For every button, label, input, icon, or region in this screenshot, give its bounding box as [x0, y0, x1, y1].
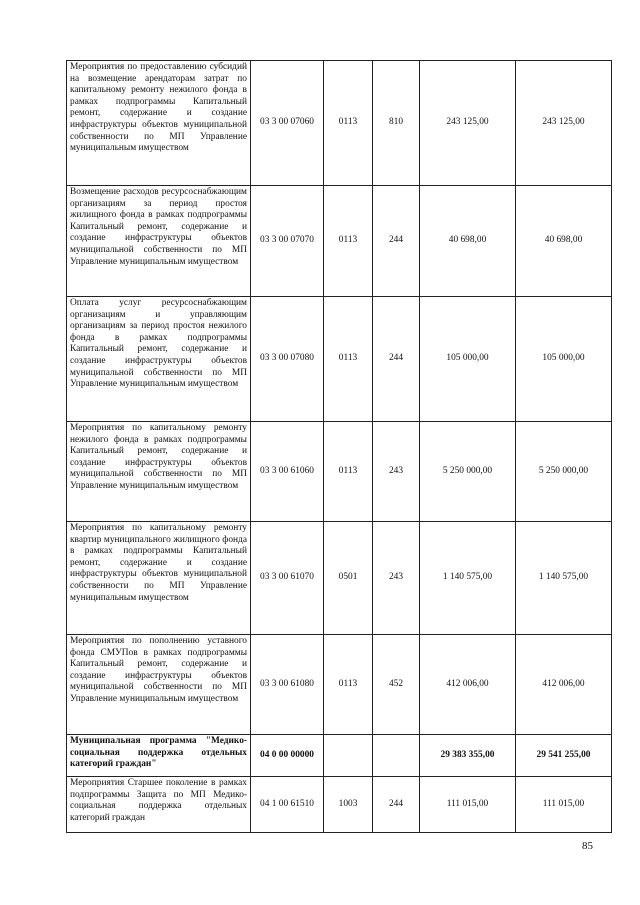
csr-code-cell: 03 3 00 07060 [251, 61, 324, 186]
page-number: 85 [582, 840, 593, 852]
amount-year1-cell: 243 125,00 [420, 61, 516, 186]
csr-code-cell: 03 3 00 61070 [251, 522, 324, 635]
row-name-cell: Мероприятия по пополнению уставного фонда СМУПов в рамках подпрограммы Капитальный ремонт, содержание и создание инфраструктуры объектов муниципальной собственности по МП Управление муниципальным имуществом [67, 635, 251, 735]
section-code-cell: 1003 [324, 777, 373, 833]
amount-year1-cell: 1 140 575,00 [420, 522, 516, 635]
amount-year1-cell: 29 383 355,00 [420, 735, 516, 777]
amount-year2-cell: 29 541 255,00 [516, 735, 612, 777]
expense-type-cell: 244 [373, 777, 420, 833]
section-code-cell: 0113 [324, 635, 373, 735]
row-name-cell: Муниципальная программа "Медико-социальная поддержка отдельных категорий граждан" [67, 735, 251, 777]
expense-type-cell: 452 [373, 635, 420, 735]
table-row [67, 735, 612, 777]
csr-code-cell: 03 3 00 61080 [251, 635, 324, 735]
amount-year1-cell: 5 250 000,00 [420, 422, 516, 522]
budget-table [66, 60, 612, 833]
row-name-cell: Мероприятия по предоставлению субсидий на возмещение арендаторам затрат по капитальному ремонту нежилого фонда в рамках подпрограммы Капитальный ремонт, содержание и создание инфраструктуры объектов муниципальной собственности по МП Управление муниципальным имуществом [67, 61, 251, 186]
section-code-cell: 0113 [324, 422, 373, 522]
amount-year2-cell: 1 140 575,00 [516, 522, 612, 635]
expense-type-cell: 810 [373, 61, 420, 186]
section-code-cell: 0113 [324, 297, 373, 422]
table-row [67, 777, 612, 833]
table-row [67, 422, 612, 522]
amount-year2-cell: 243 125,00 [516, 61, 612, 186]
row-name-cell: Мероприятия Старшее поколение в рамках подпрограммы Защита по МП Медико-социальная поддержка отдельных категорий граждан [67, 777, 251, 833]
expense-type-cell: 244 [373, 186, 420, 297]
row-name-cell: Оплата услуг ресурсоснабжающим организациям и управляющим организациям за период простоя нежилого фонда в рамках подпрограммы Капитальный ремонт, содержание и создание инфраструктуры объектов муниципальной собственности по МП Управление муниципальным имуществом [67, 297, 251, 422]
amount-year1-cell: 105 000,00 [420, 297, 516, 422]
amount-year1-cell: 111 015,00 [420, 777, 516, 833]
csr-code-cell: 03 3 00 07080 [251, 297, 324, 422]
row-name-cell: Мероприятия по капитальному ремонту нежилого фонда в рамках подпрограммы Капитальный ремонт, содержание и создание инфраструктуры объектов муниципальной собственности по МП Управление муниципальным имуществом [67, 422, 251, 522]
table-row [67, 186, 612, 297]
amount-year1-cell: 412 006,00 [420, 635, 516, 735]
csr-code-cell: 03 3 00 07070 [251, 186, 324, 297]
csr-code-cell: 04 1 00 61510 [251, 777, 324, 833]
expense-type-cell: 243 [373, 422, 420, 522]
expense-type-cell: 243 [373, 522, 420, 635]
table-row [67, 297, 612, 422]
expense-type-cell [373, 735, 420, 777]
table-row [67, 61, 612, 186]
section-code-cell: 0501 [324, 522, 373, 635]
row-name-cell: Возмещение расходов ресурсоснабжающим организациям за период простоя жилищного фонда в рамках подпрограммы Капитальный ремонт, содержание и создание инфраструктуры объектов муниципальной собственности по МП Управление муниципальным имуществом [67, 186, 251, 297]
amount-year2-cell: 111 015,00 [516, 777, 612, 833]
section-code-cell: 0113 [324, 61, 373, 186]
amount-year2-cell: 105 000,00 [516, 297, 612, 422]
csr-code-cell: 04 0 00 00000 [251, 735, 324, 777]
amount-year2-cell: 412 006,00 [516, 635, 612, 735]
expense-type-cell: 244 [373, 297, 420, 422]
csr-code-cell: 03 3 00 61060 [251, 422, 324, 522]
budget-table-body [67, 61, 612, 833]
table-row [67, 522, 612, 635]
amount-year2-cell: 40 698,00 [516, 186, 612, 297]
table-row [67, 635, 612, 735]
amount-year2-cell: 5 250 000,00 [516, 422, 612, 522]
section-code-cell: 0113 [324, 186, 373, 297]
row-name-cell: Мероприятия по капитальному ремонту квартир муниципального жилищного фонда в рамках подпрограммы Капитальный ремонт, содержание и создание инфраструктуры объектов муниципальной собственности по МП Управление муниципальным имуществом [67, 522, 251, 635]
amount-year1-cell: 40 698,00 [420, 186, 516, 297]
section-code-cell [324, 735, 373, 777]
